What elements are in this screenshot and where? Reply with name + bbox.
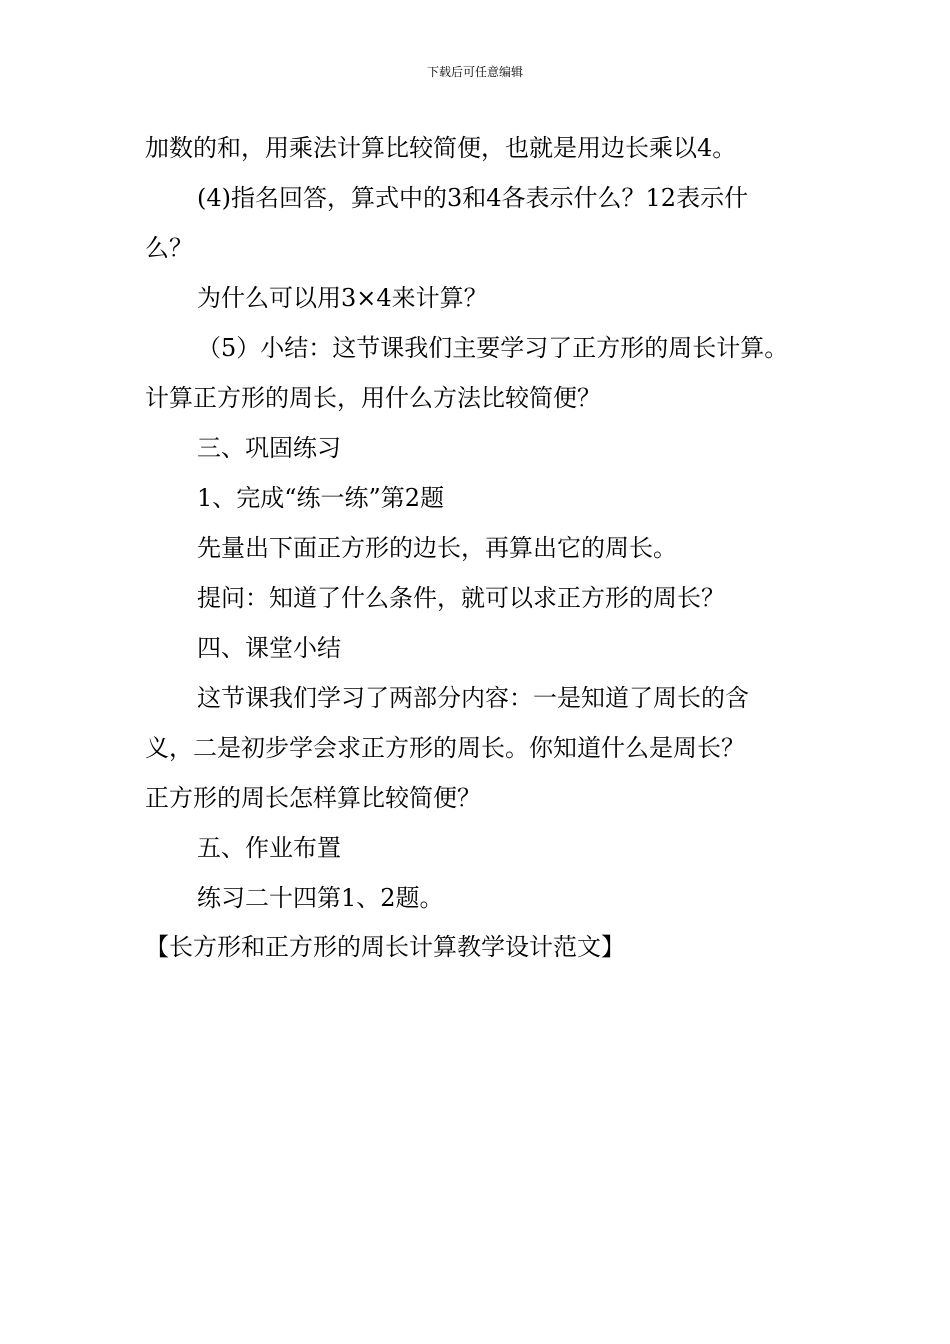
- body-line: 正方形的周长怎样算比较简便？: [145, 784, 481, 812]
- body-line: 1、完成“练一练”第2题: [197, 484, 445, 512]
- body-line: 练习二十四第1、2题。: [197, 884, 444, 912]
- body-line: （5）小结：这节课我们主要学习了正方形的周长计算。: [197, 334, 789, 362]
- body-line: (4)指名回答，算式中的3和4各表示什么？12表示什: [197, 184, 749, 212]
- body-line: 么？: [145, 234, 193, 262]
- section-heading: 五、作业布置: [197, 834, 341, 862]
- section-heading: 四、课堂小结: [197, 634, 341, 662]
- body-line: 计算正方形的周长，用什么方法比较简便？: [145, 384, 601, 412]
- body-line: 这节课我们学习了两部分内容：一是知道了周长的含: [197, 684, 749, 712]
- body-line: 加数的和，用乘法计算比较简便，也就是用边长乘以4。: [145, 134, 737, 162]
- body-line: 提问：知道了什么条件，就可以求正方形的周长？: [197, 584, 725, 612]
- body-line: 为什么可以用3×4来计算？: [197, 284, 488, 312]
- page-header: 下载后可任意编辑: [426, 65, 523, 79]
- section-heading: 三、巩固练习: [197, 434, 341, 462]
- document-title-bracket: 【长方形和正方形的周长计算教学设计范文】: [145, 933, 625, 961]
- body-line: 义，二是初步学会求正方形的周长。你知道什么是周长？: [145, 734, 745, 762]
- body-line: 先量出下面正方形的边长，再算出它的周长。: [197, 534, 677, 562]
